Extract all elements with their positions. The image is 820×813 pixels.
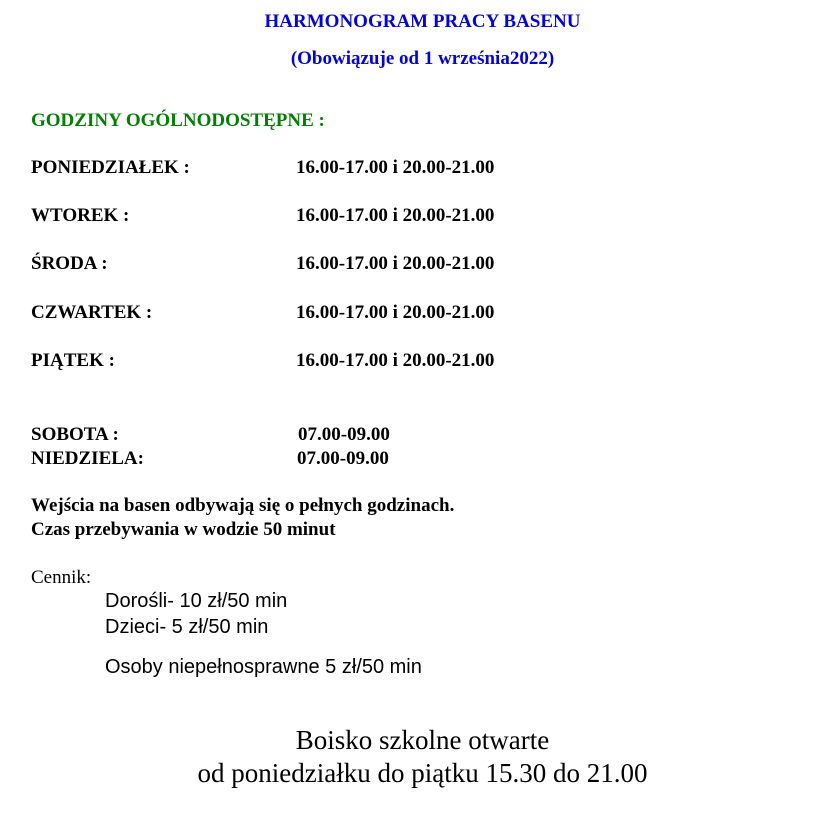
day-hours: 16.00-17.00 i 20.00-21.00 [296, 205, 495, 226]
day-label: SOBOTA : [31, 424, 119, 445]
day-hours: 16.00-17.00 i 20.00-21.00 [296, 350, 495, 371]
day-label: CZWARTEK : [31, 302, 153, 323]
price-item: Dzieci- 5 zł/50 min [105, 616, 269, 638]
day-label: PIĄTEK : [31, 350, 115, 371]
day-hours: 16.00-17.00 i 20.00-21.00 [296, 157, 495, 178]
pricing-label: Cennik: [31, 567, 92, 588]
footer-line: Boisko szkolne otwarte [295, 725, 550, 755]
day-hours: 07.00-09.00 [297, 448, 389, 469]
day-label: ŚRODA : [31, 253, 108, 274]
day-label: PONIEDZIAŁEK : [31, 157, 190, 178]
section-title: GODZINY OGÓLNODOSTĘPNE : [31, 110, 325, 131]
price-item: Dorośli- 10 zł/50 min [105, 590, 288, 612]
day-label: NIEDZIELA: [31, 448, 144, 469]
price-item: Osoby niepełnosprawne 5 zł/50 min [105, 656, 422, 678]
day-hours: 16.00-17.00 i 20.00-21.00 [296, 253, 495, 274]
day-hours: 16.00-17.00 i 20.00-21.00 [296, 302, 495, 323]
page-title: HARMONOGRAM PRACY BASENU [264, 11, 581, 32]
note-line: Czas przebywania w wodzie 50 minut [31, 519, 336, 540]
note-line: Wejścia na basen odbywają się o pełnych godzinach. [31, 495, 455, 516]
page-subtitle: (Obowiązuje od 1 września2022) [290, 48, 555, 69]
footer-line: od poniedziałku do piątku 15.30 do 21.00 [197, 758, 648, 788]
day-label: WTOREK : [31, 205, 130, 226]
day-hours: 07.00-09.00 [298, 424, 390, 445]
